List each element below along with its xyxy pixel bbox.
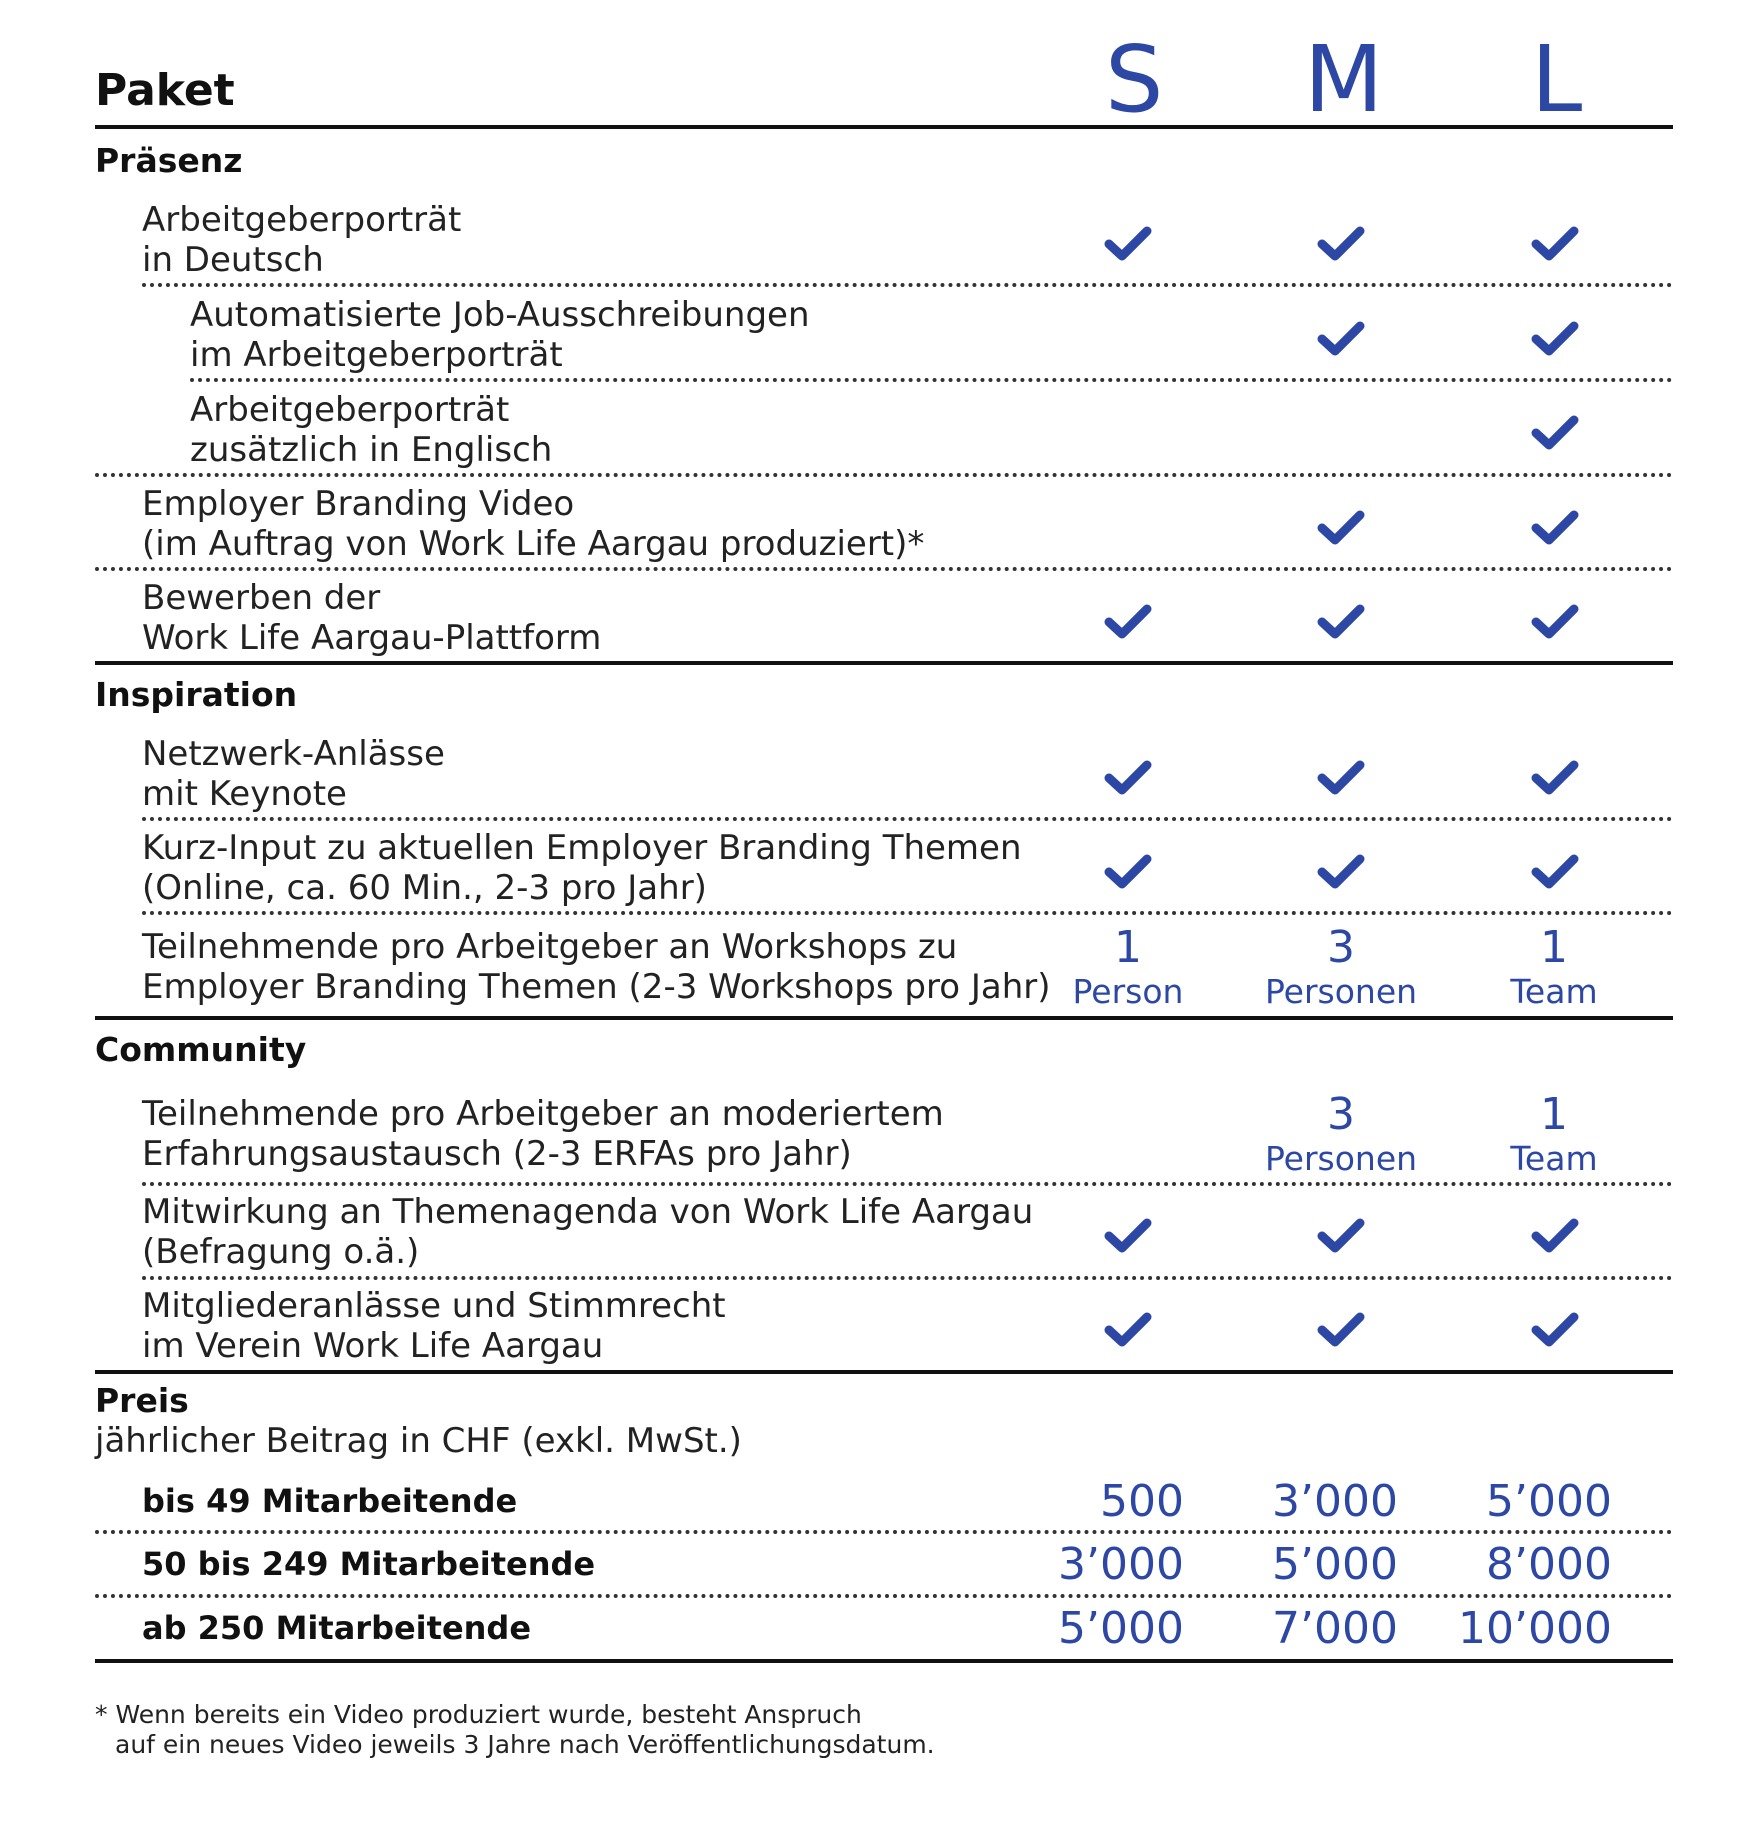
checkmark-icon bbox=[1317, 224, 1365, 264]
row-label-line: (im Auftrag von Work Life Aargau produziert)* bbox=[142, 524, 925, 564]
row-label-line: Mitgliederanlässe und Stimmrecht bbox=[142, 1286, 726, 1326]
count-number: 1 bbox=[1540, 1089, 1568, 1140]
row-label-line: Automatisierte Job-Ausschreibungen bbox=[190, 295, 810, 335]
price-m: 3’000 bbox=[1272, 1476, 1398, 1527]
section-title-inspiration: Inspiration bbox=[95, 675, 298, 714]
checkmark-icon bbox=[1317, 319, 1365, 359]
checkmark-icon bbox=[1317, 852, 1365, 892]
count-number: 1 bbox=[1114, 922, 1142, 973]
checkmark-icon bbox=[1531, 224, 1579, 264]
row-label-line: Teilnehmende pro Arbeitgeber an moderiertem bbox=[142, 1094, 944, 1134]
checkmark-icon bbox=[1104, 602, 1152, 642]
count-number: 3 bbox=[1327, 922, 1355, 973]
price-s: 500 bbox=[1100, 1476, 1184, 1527]
row-label-line: Work Life Aargau-Plattform bbox=[142, 618, 602, 658]
count-unit: Person bbox=[1072, 972, 1184, 1011]
row-divider bbox=[95, 1594, 1673, 1598]
section-title-community: Community bbox=[95, 1030, 307, 1069]
section-rule bbox=[95, 661, 1673, 665]
price-l: 5’000 bbox=[1486, 1476, 1612, 1527]
price-l: 10’000 bbox=[1458, 1603, 1612, 1654]
row-label-line: Employer Branding Video bbox=[142, 484, 575, 524]
row-label-line: im Arbeitgeberporträt bbox=[190, 335, 563, 375]
price-s: 5’000 bbox=[1058, 1603, 1184, 1654]
row-divider bbox=[95, 567, 1673, 571]
checkmark-icon bbox=[1317, 758, 1365, 798]
package-heading: Paket bbox=[95, 65, 235, 116]
price-m: 7’000 bbox=[1272, 1603, 1398, 1654]
row-label-line: in Deutsch bbox=[142, 240, 324, 280]
row-divider bbox=[142, 1276, 1673, 1280]
count-number: 1 bbox=[1540, 922, 1568, 973]
price-m: 5’000 bbox=[1272, 1539, 1398, 1590]
count-cell-l bbox=[1434, 924, 1674, 1012]
row-label-line: Mitwirkung an Themenagenda von Work Life Aargau bbox=[142, 1192, 1034, 1232]
section-rule bbox=[95, 1016, 1673, 1020]
section-title-praesenz: Präsenz bbox=[95, 141, 243, 180]
row-label-line: Kurz-Input zu aktuellen Employer Branding Themen bbox=[142, 828, 1022, 868]
checkmark-icon bbox=[1531, 852, 1579, 892]
row-label-line: Teilnehmende pro Arbeitgeber an Workshops zu bbox=[142, 927, 958, 967]
checkmark-icon bbox=[1104, 1216, 1152, 1256]
header-rule bbox=[95, 125, 1673, 129]
footnote-line: auf ein neues Video jeweils 3 Jahre nach Veröffentlichungsdatum. bbox=[115, 1730, 935, 1759]
row-divider bbox=[190, 378, 1673, 382]
checkmark-icon bbox=[1531, 413, 1579, 453]
checkmark-icon bbox=[1531, 319, 1579, 359]
checkmark-icon bbox=[1531, 1216, 1579, 1256]
count-cell-m bbox=[1221, 1091, 1461, 1179]
count-number: 3 bbox=[1327, 1089, 1355, 1140]
checkmark-icon bbox=[1104, 758, 1152, 798]
section-rule bbox=[95, 1659, 1673, 1663]
checkmark-icon bbox=[1317, 1216, 1365, 1256]
checkmark-icon bbox=[1317, 1310, 1365, 1350]
column-header-m: M bbox=[1304, 26, 1384, 133]
row-divider bbox=[142, 1182, 1673, 1186]
price-row-label: ab 250 Mitarbeitende bbox=[142, 1609, 532, 1647]
checkmark-icon bbox=[1104, 224, 1152, 264]
count-cell-l bbox=[1434, 1091, 1674, 1179]
row-label-line: Bewerben der bbox=[142, 578, 381, 618]
row-divider bbox=[95, 1530, 1673, 1534]
row-label-line: mit Keynote bbox=[142, 774, 347, 814]
count-unit: Team bbox=[1510, 972, 1598, 1011]
checkmark-icon bbox=[1317, 602, 1365, 642]
price-row-label: 50 bis 249 Mitarbeitende bbox=[142, 1545, 596, 1583]
checkmark-icon bbox=[1531, 508, 1579, 548]
row-label-line: zusätzlich in Englisch bbox=[190, 430, 553, 470]
row-divider bbox=[142, 283, 1673, 287]
count-unit: Personen bbox=[1264, 972, 1418, 1011]
section-title-preis: Preis bbox=[95, 1381, 189, 1420]
column-header-s: S bbox=[1105, 26, 1164, 133]
row-divider bbox=[142, 911, 1673, 915]
checkmark-icon bbox=[1104, 852, 1152, 892]
row-label-line: Erfahrungsaustausch (2-3 ERFAs pro Jahr) bbox=[142, 1134, 852, 1174]
count-cell-s bbox=[1008, 924, 1248, 1012]
price-subtitle: jährlicher Beitrag in CHF (exkl. MwSt.) bbox=[95, 1421, 742, 1461]
column-header-l: L bbox=[1531, 26, 1583, 133]
row-label-line: im Verein Work Life Aargau bbox=[142, 1326, 604, 1366]
row-divider bbox=[142, 817, 1673, 821]
checkmark-icon bbox=[1104, 1310, 1152, 1350]
price-s: 3’000 bbox=[1058, 1539, 1184, 1590]
row-label-line: (Befragung o.ä.) bbox=[142, 1232, 420, 1272]
footnote-line: * Wenn bereits ein Video produziert wurde, besteht Anspruch bbox=[95, 1700, 862, 1729]
checkmark-icon bbox=[1531, 1310, 1579, 1350]
row-label-line: Netzwerk-Anlässe bbox=[142, 734, 445, 774]
price-row-label: bis 49 Mitarbeitende bbox=[142, 1482, 518, 1520]
row-label-line: (Online, ca. 60 Min., 2-3 pro Jahr) bbox=[142, 868, 707, 908]
row-label-line: Arbeitgeberporträt bbox=[142, 200, 462, 240]
row-divider bbox=[95, 473, 1673, 477]
row-label-line: Employer Branding Themen (2-3 Workshops pro Jahr) bbox=[142, 967, 1051, 1007]
checkmark-icon bbox=[1317, 508, 1365, 548]
count-unit: Personen bbox=[1264, 1139, 1418, 1178]
checkmark-icon bbox=[1531, 602, 1579, 642]
count-unit: Team bbox=[1510, 1139, 1598, 1178]
count-cell-m bbox=[1221, 924, 1461, 1012]
checkmark-icon bbox=[1531, 758, 1579, 798]
price-l: 8’000 bbox=[1486, 1539, 1612, 1590]
section-rule bbox=[95, 1370, 1673, 1374]
row-label-line: Arbeitgeberporträt bbox=[190, 390, 510, 430]
